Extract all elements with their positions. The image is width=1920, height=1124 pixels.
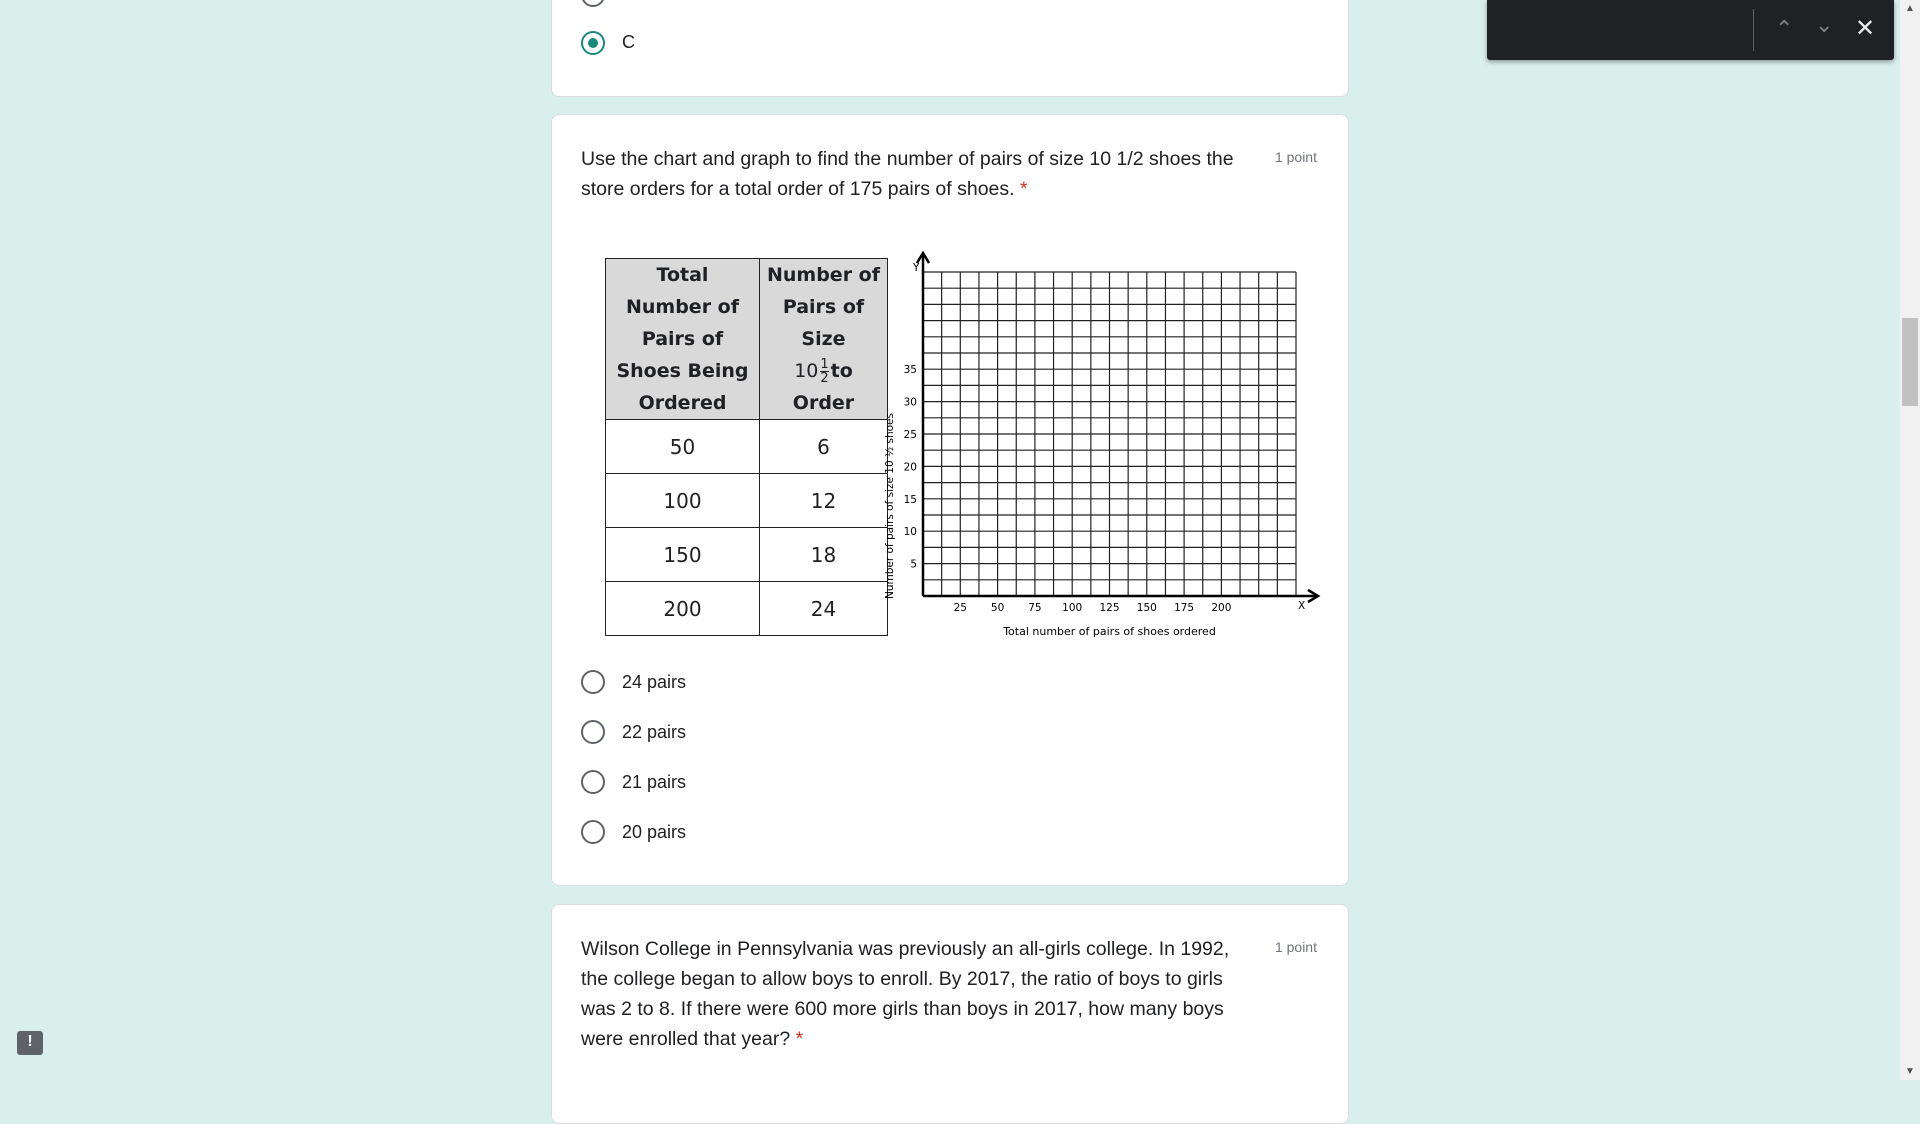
x-tick-label: 50	[990, 602, 1005, 614]
x-tick-label: 75	[1028, 602, 1042, 614]
required-mark: *	[1019, 178, 1028, 200]
y-tick-label: 5	[910, 558, 917, 571]
option-radio-21-pairs[interactable]	[581, 770, 605, 794]
fraction-whole: 10	[794, 360, 819, 382]
y-tick-label: 30	[903, 396, 917, 409]
report-feedback-icon[interactable]: !	[17, 1031, 43, 1055]
option-label: 21 pairs	[622, 772, 687, 792]
previous-question-card	[551, 0, 1349, 97]
y-tick-label: 20	[903, 461, 917, 474]
data-table	[605, 258, 888, 636]
header-to: to	[830, 360, 853, 382]
table-header-row	[606, 259, 888, 420]
option-label: 22 pairs	[622, 722, 687, 742]
table-row	[606, 528, 888, 582]
next-question-card	[551, 904, 1349, 1124]
table-cell: 24	[760, 582, 888, 636]
table-cell: 18	[760, 528, 888, 582]
y-axis-label: Number of pairs of size 10 ½ shoes	[884, 413, 896, 599]
required-mark: *	[795, 1028, 804, 1050]
x-tick-label: 25	[953, 602, 967, 614]
scroll-down-arrow-icon[interactable]: ▼	[1905, 1066, 1915, 1077]
y-tick-label: 35	[903, 364, 917, 377]
chevron-down-icon[interactable]: ⌄	[1815, 12, 1834, 37]
x-tick-label: 200	[1211, 602, 1232, 614]
points-label: 1 point	[1274, 149, 1317, 165]
fraction-denominator: 2	[820, 371, 829, 386]
scroll-up-arrow-icon[interactable]: ▲	[1905, 3, 1915, 14]
table-cell: 200	[606, 582, 760, 636]
table-header-total: Total Number of Pairs of Shoes Being Ordered	[606, 259, 760, 420]
header-text: Number of Pairs of Size	[766, 264, 881, 350]
table-header-size	[760, 259, 888, 420]
header-order: Order	[792, 392, 855, 414]
question-card	[551, 114, 1349, 886]
question-title: Wilson College in Pennsylvania was previously an all-girls college. In 1992, the college began to allow boys to enroll. By 2017, the ratio of boys to girls was 2 to 8. If there were 600 more girls than boys in 2017, how many boys were enrolled that year?	[581, 938, 1230, 1050]
points-label: 1 point	[1274, 939, 1317, 955]
table-cell: 50	[606, 420, 760, 474]
fraction-numerator: 1	[820, 357, 829, 372]
x-axis-letter: X	[1298, 600, 1306, 612]
x-tick-label: 125	[1099, 602, 1120, 614]
x-tick-label: 175	[1174, 602, 1195, 614]
fraction	[820, 358, 828, 385]
x-tick-label: 150	[1136, 602, 1157, 614]
chevron-up-icon[interactable]: ⌃	[1775, 16, 1794, 41]
y-tick-label: 25	[903, 429, 917, 441]
y-axis-letter: Y	[913, 262, 920, 274]
scrollbar-thumb[interactable]	[1902, 318, 1918, 406]
find-bar-divider	[1753, 9, 1754, 51]
table-row	[606, 420, 888, 474]
question-title: Use the chart and graph to find the number of pairs of size 10 1/2 shoes the store orders for a total order of 175 pairs of shoes.	[581, 148, 1234, 200]
table-cell: 6	[760, 420, 888, 474]
option-label: 20 pairs	[622, 822, 687, 842]
question-text	[581, 934, 1251, 1054]
option-radio-24-pairs[interactable]	[581, 670, 605, 694]
option-radio-previous[interactable]	[581, 0, 605, 7]
x-tick-label: 100	[1062, 602, 1083, 614]
close-icon[interactable]: ✕	[1855, 15, 1876, 42]
table-row	[606, 582, 888, 636]
y-tick-label: 15	[903, 493, 917, 506]
table-row	[606, 474, 888, 528]
coordinate-grid-graph	[871, 241, 1331, 651]
option-radio-c-selected[interactable]	[581, 31, 605, 55]
header-fraction-line	[760, 355, 887, 387]
option-label-c: C	[622, 32, 635, 52]
option-radio-22-pairs[interactable]	[581, 720, 605, 744]
question-text	[581, 144, 1261, 204]
y-tick-label: 10	[903, 526, 917, 539]
option-radio-20-pairs[interactable]	[581, 820, 605, 844]
x-axis-label: Total number of pairs of shoes ordered	[1003, 625, 1216, 638]
table-cell: 150	[606, 528, 760, 582]
table-cell: 12	[760, 474, 888, 528]
find-bar	[1487, 0, 1894, 60]
table-cell: 100	[606, 474, 760, 528]
option-label: 24 pairs	[622, 672, 687, 692]
page-scrollbar[interactable]	[1900, 0, 1920, 1080]
